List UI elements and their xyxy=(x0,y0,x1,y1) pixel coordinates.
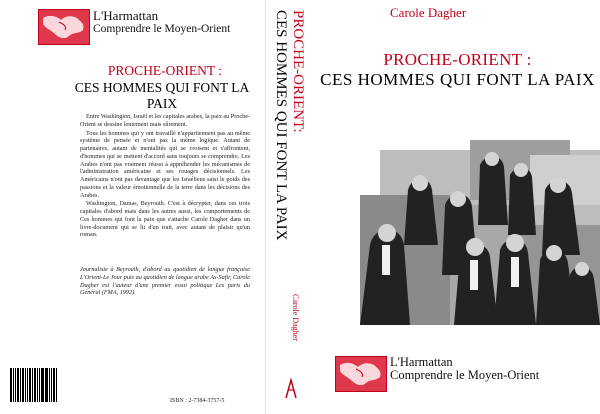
publisher-name: L'Harmattan xyxy=(93,8,159,23)
spine-subtitle: CES HOMMES QUI FONT LA PAIX xyxy=(273,10,289,241)
back-title: PROCHE-ORIENT : xyxy=(107,63,223,78)
back-cover xyxy=(0,0,265,414)
collection-name: Comprendre le Moyen-Orient xyxy=(390,368,540,383)
front-cover xyxy=(315,0,600,414)
front-author: Carole Dagher xyxy=(390,5,467,20)
back-subtitle: CES HOMMES QUI FONT LA PAIX xyxy=(74,80,250,111)
isbn: ISBN : 2-7384-3757-5 xyxy=(170,398,225,404)
blurb-paragraph: Tous les hommes qui y ont travaillé n'appartiennent pas au même système de pensée et n'ont pas la même logique. Autant de partenaires, autant de mentalités qui se croisent et s'affrontent, d'hommes qui se mettent d'accord sans toujours se comprendre. Les Arabes n'ont pas vraiment réussi à appréhender les mécanismes de l'administration américaine et ses rouages décisionnels. Les Américains n'ont pas davantage que les Israéliens saisi le poids des passions et la valeur émotionnelle de la terre dans les décisions des Arabes. xyxy=(80,129,250,199)
blurb-paragraph: Entre Washington, Israël et les capitales arabes, la paix au Proche-Orient se dessine lentement mais sûrement. xyxy=(80,113,250,128)
publisher-logo-back xyxy=(38,9,230,45)
front-subtitle: CES HOMMES QUI FONT LA PAIX xyxy=(320,70,595,89)
middle-east-map-icon xyxy=(335,356,387,392)
spine-title: PROCHE-ORIENT: xyxy=(290,10,306,133)
middle-east-map-icon xyxy=(38,9,90,45)
publisher-logo-front xyxy=(335,356,539,392)
barcode xyxy=(10,368,58,402)
spine xyxy=(265,0,317,414)
blurb-paragraph: Washington, Damas, Beyrouth. C'est à décrypter, dans ces trois capitales d'abord mais dans les autres aussi, les comportements de Ces hommes qui font la paix que s'attache Carole Dagher dans un livre-document qui se lit d'un trait, avec autant de plaisir qu'un roman. xyxy=(80,200,250,239)
front-title: PROCHE-ORIENT : xyxy=(383,50,532,69)
publisher-name: L'Harmattan xyxy=(390,355,453,369)
publisher-mark-icon xyxy=(284,378,298,400)
cover-photo-montage xyxy=(360,135,600,325)
author-bio: Journaliste à Beyrouth, d'abord au quotidien de langue française L'Orient-Le Jour puis au quotidien de langue arabe As-Safir, Carole Dagher est l'auteur d'une premier essai politique Les paris du Général (FMA, 1992). xyxy=(80,266,250,297)
spine-title-block xyxy=(272,10,306,240)
spine-author: Carole Dagher xyxy=(291,294,300,341)
back-blurb xyxy=(80,113,250,240)
collection-name: Comprendre le Moyen-Orient xyxy=(93,22,231,35)
